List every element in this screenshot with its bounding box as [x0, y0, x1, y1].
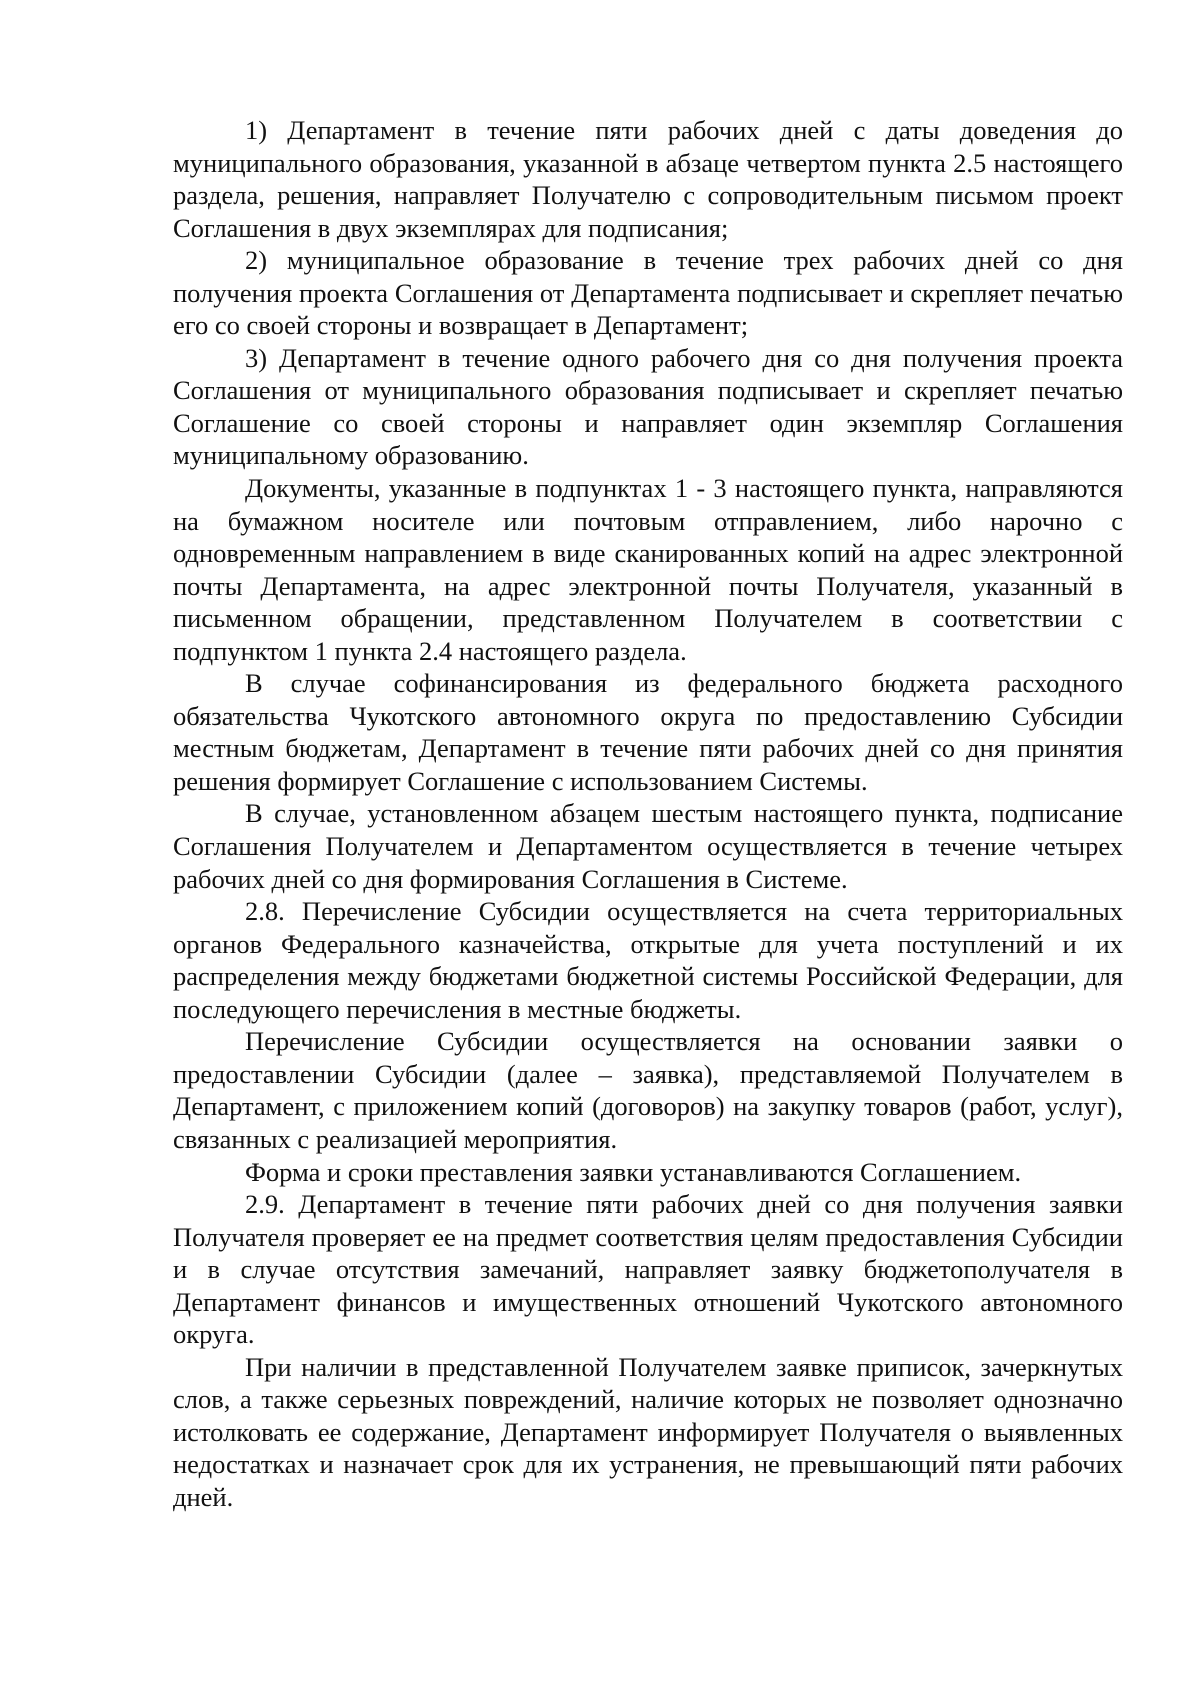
- paragraph-section-2-8: 2.8. Перечисление Субсидии осуществляется на счета территориальных органов Федерального казначейства, открытые для учета поступлений и их распределения между бюджетами бюджетной системы Российской Федерации, для последующего перечисления в местные бюджеты.: [173, 896, 1123, 1024]
- paragraph-signing-term: В случае, установленном абзацем шестым настоящего пункта, подписание Соглашения Получателем и Департаментом осуществляется в течение четырех рабочих дней со дня формирования Соглашения в Системе.: [173, 798, 1123, 894]
- document-page: [173, 114, 1123, 1514]
- paragraph-transfer-basis: Перечисление Субсидии осуществляется на основании заявки о предоставлении Субсидии (далее – заявка), представляемой Получателем в Департамент, с приложением копий (договоров) на закупку товаров (работ, услуг), связанных с реализацией мероприятия.: [173, 1026, 1123, 1154]
- paragraph-application-form: Форма и сроки преставления заявки устанавливаются Соглашением.: [245, 1156, 1022, 1187]
- paragraph-deficiencies: При наличии в представленной Получателем заявке приписок, зачеркнутых слов, а также серьезных повреждений, наличие которых не позволяет однозначно истолковать ее содержание, Департамент информирует Получателя о выявленных недостатках и назначает срок для их устранения, не превышающий пяти рабочих дней.: [173, 1351, 1123, 1512]
- paragraph-subitem-1: 1) Департамент в течение пяти рабочих дней с даты доведения до муниципального образования, указанной в абзаце четвертом пункта 2.5 настоящего раздела, решения, направляет Получателю с сопроводительным письмом проект Соглашения в двух экземплярах для подписания;: [173, 115, 1123, 243]
- paragraph-subitem-3: 3) Департамент в течение одного рабочего дня со дня получения проекта Соглашения от муниципального образования подписывает и скрепляет печатью Соглашение со своей стороны и направляет один экземпляр Соглашения муниципальному образованию.: [173, 342, 1123, 471]
- paragraph-section-2-9: 2.9. Департамент в течение пяти рабочих дней со дня получения заявки Получателя проверяет ее на предмет соответствия целям предоставления Субсидии и в случае отсутствия замечаний, направляет заявку бюджетополучателя в Департамент финансов и имущественных отношений Чукотского автономного округа.: [173, 1189, 1123, 1350]
- paragraph-cofinancing: В случае софинансирования из федерального бюджета расходного обязательства Чукотского автономного округа по предоставлению Субсидии местным бюджетам, Департамент в течение пяти рабочих дней со дня принятия решения формирует Соглашение с использованием Системы.: [173, 668, 1123, 796]
- paragraph-subitem-2: 2) муниципальное образование в течение трех рабочих дней со дня получения проекта Соглашения от Департамента подписывает и скрепляет печатью его со своей стороны и возвращает в Департамент;: [173, 245, 1123, 341]
- paragraph-documents-delivery: Документы, указанные в подпунктах 1 - 3 настоящего пункта, направляются на бумажном носителе или почтовым отправлением, либо нарочно с одновременным направлением в виде сканированных копий на адрес электронной почты Департамента, на адрес электронной почты Получателя, указанный в письменном обращении, представленном Получателем в соответствии с подпунктом 1 пункта 2.4 настоящего раздела.: [173, 473, 1123, 666]
